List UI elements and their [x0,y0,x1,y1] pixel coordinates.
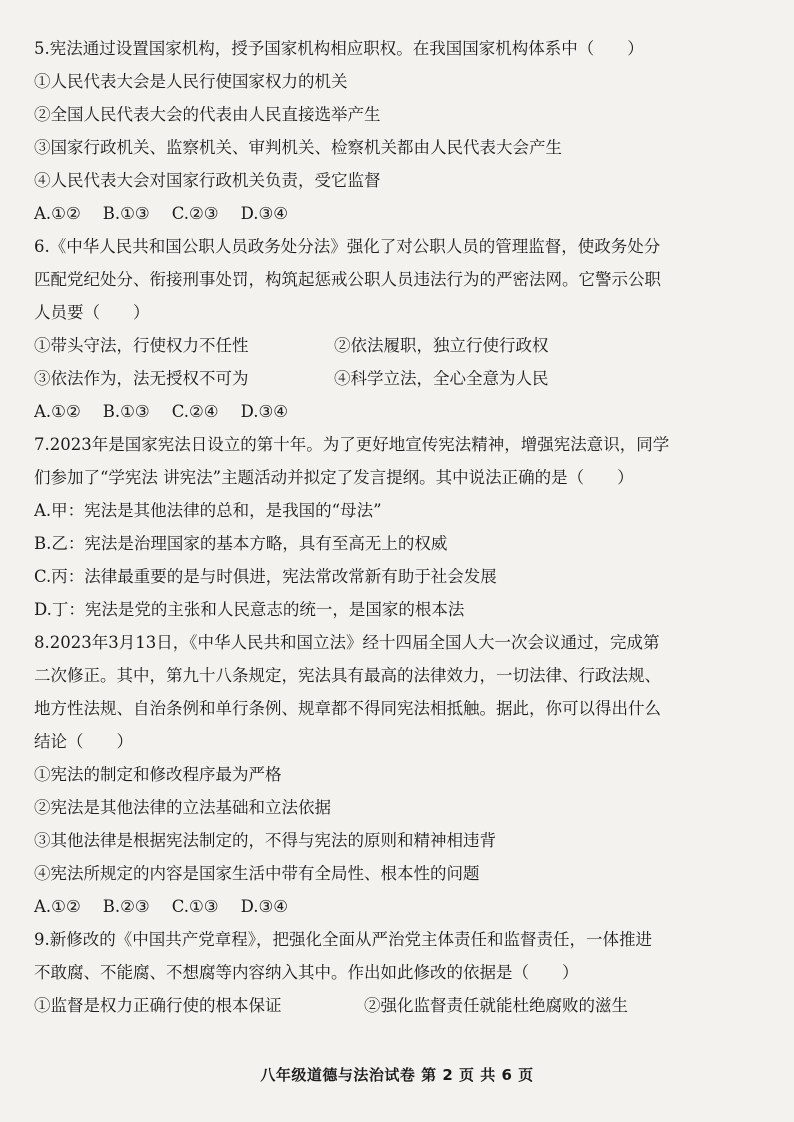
statement-item: ②依法履职，独立行使行政权 [334,336,549,355]
statement-item: ①监督是权力正确行使的根本保证 [34,996,282,1015]
statement-item: ④科学立法，全心全意为人民 [334,369,549,388]
choice-d: D.③④ [240,402,289,421]
option-d: D.丁：宪法是党的主张和人民意志的统一，是国家的根本法 [34,600,465,619]
statement-item: ③国家行政机关、监察机关、审判机关、检察机关都由人民代表大会产生 [34,138,562,157]
option-b: B.乙：宪法是治理国家的基本方略，具有至高无上的权威 [34,534,448,553]
statement-item: ②全国人民代表大会的代表由人民直接选举产生 [34,105,381,124]
question-stem: 人员要（ ） [34,303,150,322]
question-6 [34,230,754,428]
question-stem: 7.2023年是国家宪法日设立的第十年。为了更好地宣传宪法精神，增强宪法意识，同学 [34,435,670,454]
question-stem: 8.2023年3月13日，《中华人民共和国立法》经十四届全国人大一次会议通过，完成第 [34,633,660,652]
choice-a: A.①② [34,204,81,223]
choice-b: B.①③ [102,204,150,223]
statement-row [34,989,754,1022]
statement-item: ②强化监督责任就能杜绝腐败的滋生 [364,996,628,1015]
page-footer: 八年级道德与法治试卷 第 2 页 共 6 页 [260,1066,534,1084]
statement-item: ④宪法所规定的内容是国家生活中带有全局性、根本性的问题 [34,864,480,883]
statement-item: ③依法作为，法无授权不可为 [34,369,249,388]
statement-row [34,362,754,395]
answer-choices [34,395,754,428]
question-stem: 6.《中华人民共和国公职人员政务处分法》强化了对公职人员的管理监督，使政务处分 [34,237,661,256]
statement-item: ②宪法是其他法律的立法基础和立法依据 [34,798,331,817]
question-9 [34,923,754,1022]
option-c: C.丙：法律最重要的是与时俱进，宪法常改常新有助于社会发展 [34,567,497,586]
question-stem: 5.宪法通过设置国家机构，授予国家机构相应职权。在我国国家机构体系中（ ） [34,39,644,58]
question-7 [34,428,754,626]
question-stem: 9.新修改的《中国共产党章程》，把强化全面从严治党主体责任和监督责任，一体推进 [34,930,652,949]
statement-row [34,329,754,362]
statement-item: ③其他法律是根据宪法制定的，不得与宪法的原则和精神相违背 [34,831,496,850]
choice-c: C.②③ [171,204,219,223]
question-stem: 结论（ ） [34,732,133,751]
choice-d: D.③④ [240,897,289,916]
choice-a: A.①② [34,402,81,421]
choice-d: D.③④ [240,204,289,223]
statement-item: ①带头守法，行使权力不任性 [34,336,249,355]
choice-c: C.②④ [171,402,219,421]
statement-item: ④人民代表大会对国家行政机关负责，受它监督 [34,171,381,190]
answer-choices [34,890,754,923]
option-a: A.甲：宪法是其他法律的总和，是我国的“母法” [34,501,382,520]
question-stem: 地方性法规、自治条例和单行条例、规章都不得同宪法相抵触。据此，你可以得出什么 [34,699,661,718]
question-stem: 不敢腐、不能腐、不想腐等内容纳入其中。作出如此修改的依据是（ ） [34,963,579,982]
question-stem: 二次修正。其中，第九十八条规定，宪法具有最高的法律效力，一切法律、行政法规、 [34,666,661,685]
question-8 [34,626,754,923]
choice-c: C.①③ [171,897,219,916]
question-5 [34,32,754,230]
choice-b: B.①③ [102,402,150,421]
answer-choices [34,197,754,230]
choice-b: B.②③ [102,897,150,916]
question-stem: 们参加了“学宪法 讲宪法”主题活动并拟定了发言提纲。其中说法正确的是（ ） [34,468,634,487]
statement-item: ①人民代表大会是人民行使国家权力的机关 [34,72,348,91]
statement-item: ①宪法的制定和修改程序最为严格 [34,765,282,784]
question-stem: 匹配党纪处分、衔接刑事处罚，构筑起惩戒公职人员违法行为的严密法网。它警示公职 [34,270,661,289]
choice-a: A.①② [34,897,81,916]
